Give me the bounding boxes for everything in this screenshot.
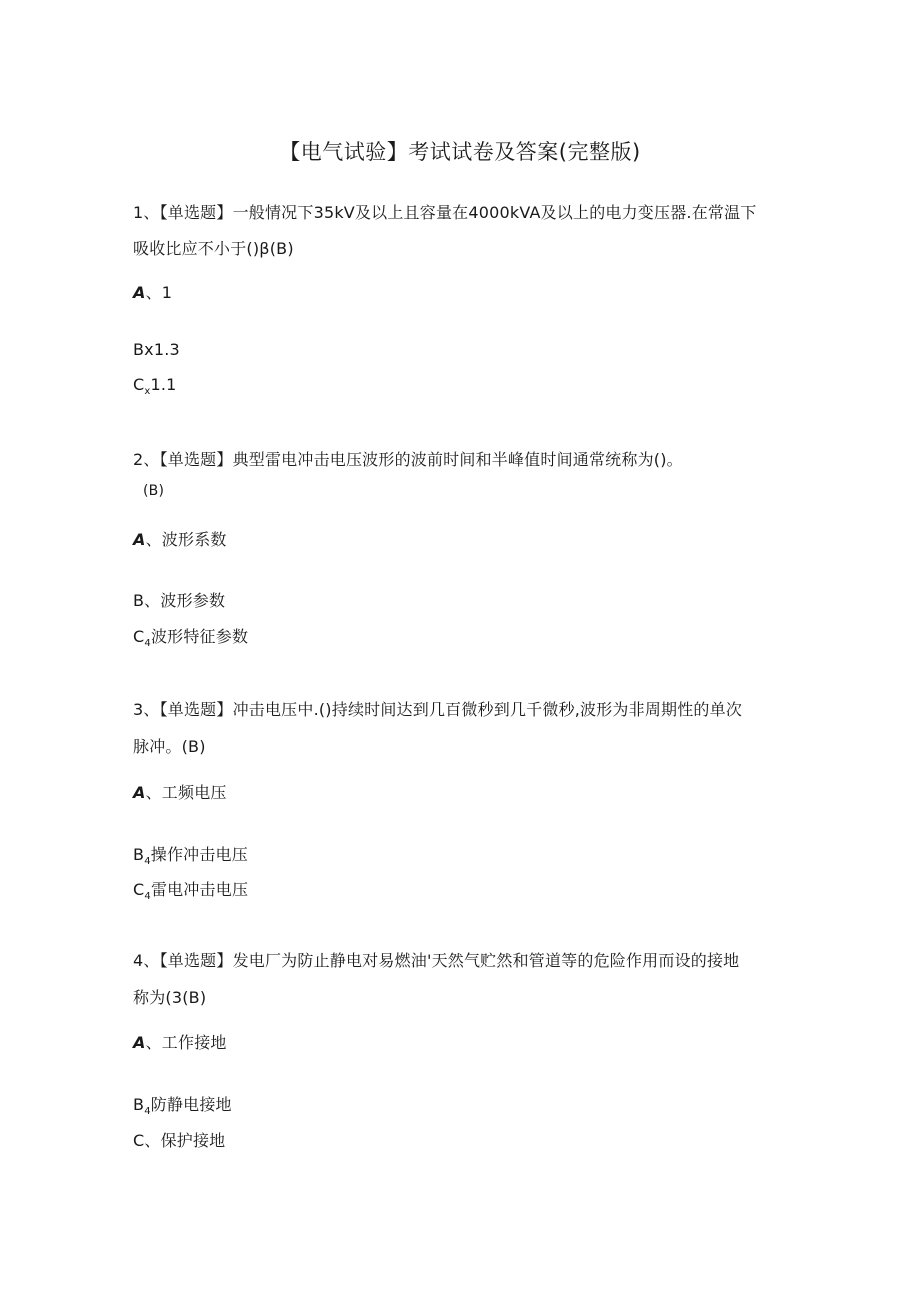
question-2-stem-line-2: (B) (143, 483, 165, 499)
question-4-option-c: C、保护接地 (133, 1131, 226, 1150)
question-2-option-c (133, 624, 248, 649)
option-text: 防静电接地 (150, 1095, 232, 1114)
option-subscript: x (144, 386, 151, 397)
page-title: 【电气试验】考试试卷及答案(完整版) (279, 140, 641, 164)
option-text: 、波形系数 (145, 530, 227, 549)
option-subscript: 4 (144, 891, 151, 902)
question-1-option-b: Bx1.3 (133, 340, 180, 359)
question-4-stem-line-1: 4、【单选题】发电厂为防止静电对易燃油'天然气贮然和管道等的危险作用而设的接地 (133, 951, 740, 970)
question-3-stem-line-2: 脉冲。(B) (133, 737, 206, 756)
question-2-option-b: B、波形参数 (133, 591, 226, 610)
option-letter: A (133, 530, 146, 549)
option-subscript: 4 (144, 1106, 151, 1117)
option-letter: A (133, 1033, 146, 1052)
option-text: 雷电冲击电压 (150, 880, 249, 899)
question-3-option-c (133, 877, 248, 902)
option-subscript: 4 (144, 856, 151, 867)
option-letter: C (133, 375, 145, 394)
question-1-stem-line-2: 吸收比应不小于()β(B) (133, 239, 294, 258)
question-1-option-c (133, 375, 177, 397)
option-letter: B (133, 845, 145, 864)
option-letter: B (133, 1095, 145, 1114)
question-3-option-b (133, 842, 248, 867)
option-text: 操作冲击电压 (150, 845, 248, 864)
option-text: 1.1 (150, 375, 177, 394)
option-subscript: 4 (144, 638, 151, 649)
question-4-option-a (133, 1030, 227, 1053)
question-1-stem-line-1: 1、【单选题】一般情况下35kV及以上且容量在4000kVA及以上的电力变压器.在常温下 (133, 203, 757, 222)
option-letter: A (133, 283, 146, 302)
question-4-stem-line-2: 称为(3(B) (133, 988, 207, 1007)
question-4-option-b (133, 1092, 232, 1117)
option-text: 波形特征参数 (150, 627, 249, 646)
question-2-stem-line-1: 2、【单选题】典型雷电冲击电压波形的波前时间和半峰值时间通常统称为()。 (133, 450, 683, 469)
question-3-option-a (133, 780, 227, 803)
question-1-option-a (133, 280, 172, 303)
option-letter: A (133, 783, 146, 802)
question-3-stem-line-1: 3、【单选题】冲击电压中.()持续时间达到几百微秒到几千微秒,波形为非周期性的单次 (133, 700, 743, 719)
option-text: 、工作接地 (145, 1033, 227, 1052)
option-text: 、工频电压 (145, 783, 227, 802)
option-text: 、1 (145, 283, 173, 302)
option-letter: C (133, 880, 145, 899)
option-letter: C (133, 627, 145, 646)
question-2-option-a (133, 527, 227, 550)
